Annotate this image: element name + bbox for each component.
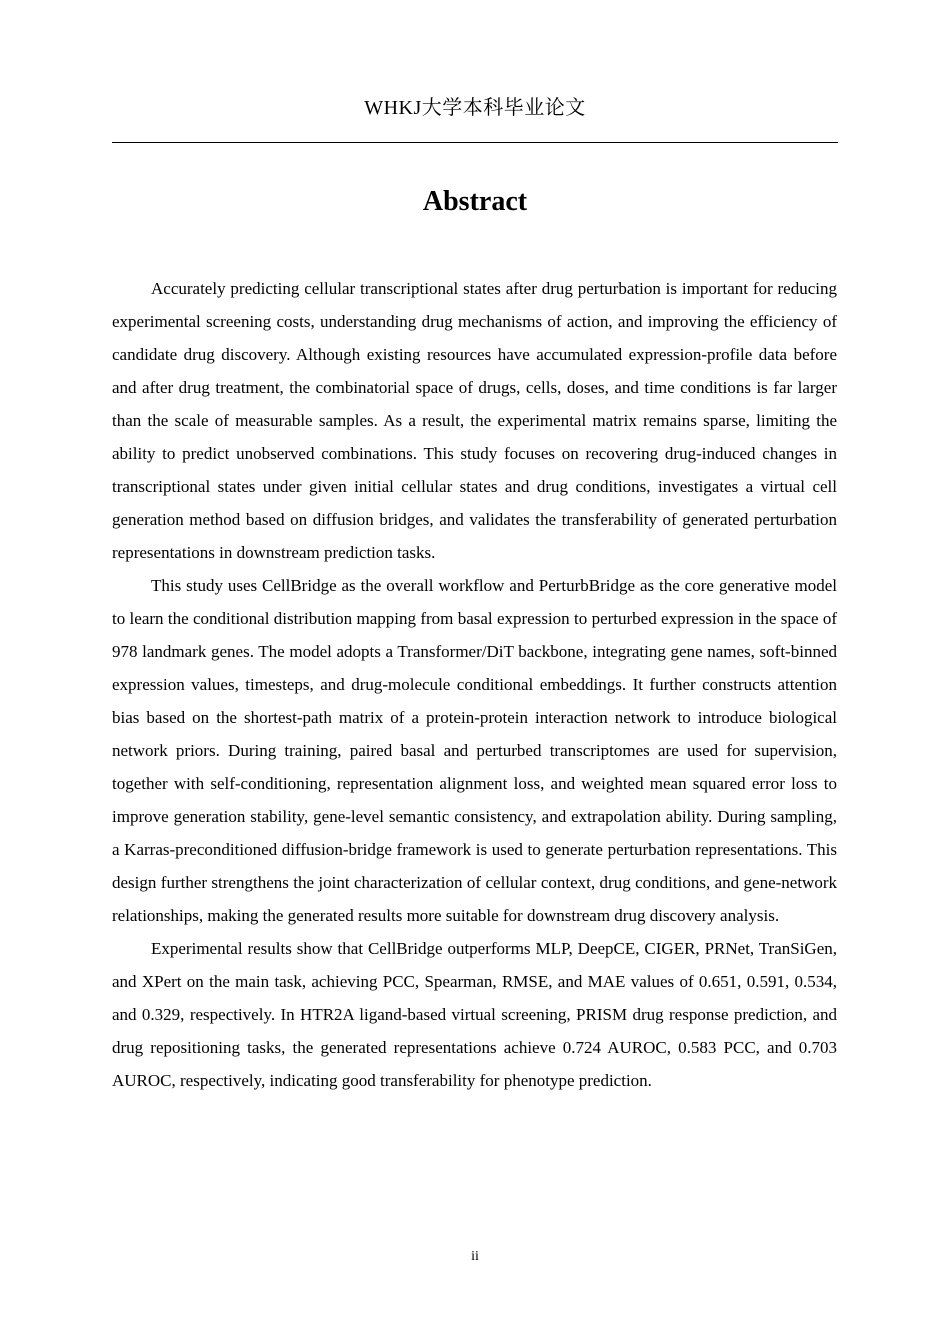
abstract-paragraph-3: Experimental results show that CellBridge outperforms MLP, DeepCE, CIGER, PRNet, TranSiGen, and XPert on the main task, achieving PCC, Spearman, RMSE, and MAE values of 0.651, 0.591, 0.534, and 0.329, respectively. In HTR2A ligand-based virtual screening, PRISM drug response prediction, and drug repositioning tasks, the generated representations achieve 0.724 AUROC, 0.583 PCC, and 0.703 AUROC, respectively, indicating good transferability for phenotype prediction.: [112, 939, 837, 1090]
header-divider: [112, 142, 838, 143]
abstract-paragraph-1: Accurately predicting cellular transcriptional states after drug perturbation is important for reducing experimental screening costs, understanding drug mechanisms of action, and improving the efficiency of candidate drug discovery. Although existing resources have accumulated expression-profile data before and after drug treatment, the combinatorial space of drugs, cells, doses, and time conditions is far larger than the scale of measurable samples. As a result, the experimental matrix remains sparse, limiting the ability to predict unobserved combinations. This study focuses on recovering drug-induced changes in transcriptional states under given initial cellular states and drug conditions, investigates a virtual cell generation method based on diffusion bridges, and validates the transferability of generated perturbation representations in downstream prediction tasks.: [112, 279, 837, 562]
abstract-paragraph-2: This study uses CellBridge as the overall workflow and PerturbBridge as the core generative model to learn the conditional distribution mapping from basal expression to perturbed expression in the space of 978 landmark genes. The model adopts a Transformer/DiT backbone, integrating gene names, soft-binned expression values, timesteps, and drug-molecule conditional embeddings. It further constructs attention bias based on the shortest-path matrix of a protein-protein interaction network to introduce biological network priors. During training, paired basal and perturbed transcriptomes are used for supervision, together with self-conditioning, representation alignment loss, and weighted mean squared error loss to improve generation stability, gene-level semantic consistency, and extrapolation ability. During sampling, a Karras-preconditioned diffusion-bridge framework is used to generate perturbation representations. This design further strengthens the joint characterization of cellular context, drug conditions, and gene-network relationships, making the generated results more suitable for downstream drug discovery analysis.: [112, 576, 837, 925]
abstract-body: [112, 272, 837, 1097]
abstract-heading: Abstract: [422, 186, 528, 217]
page-number: ii: [471, 1249, 479, 1264]
running-header: WHKJ大学本科毕业论文: [364, 97, 586, 119]
